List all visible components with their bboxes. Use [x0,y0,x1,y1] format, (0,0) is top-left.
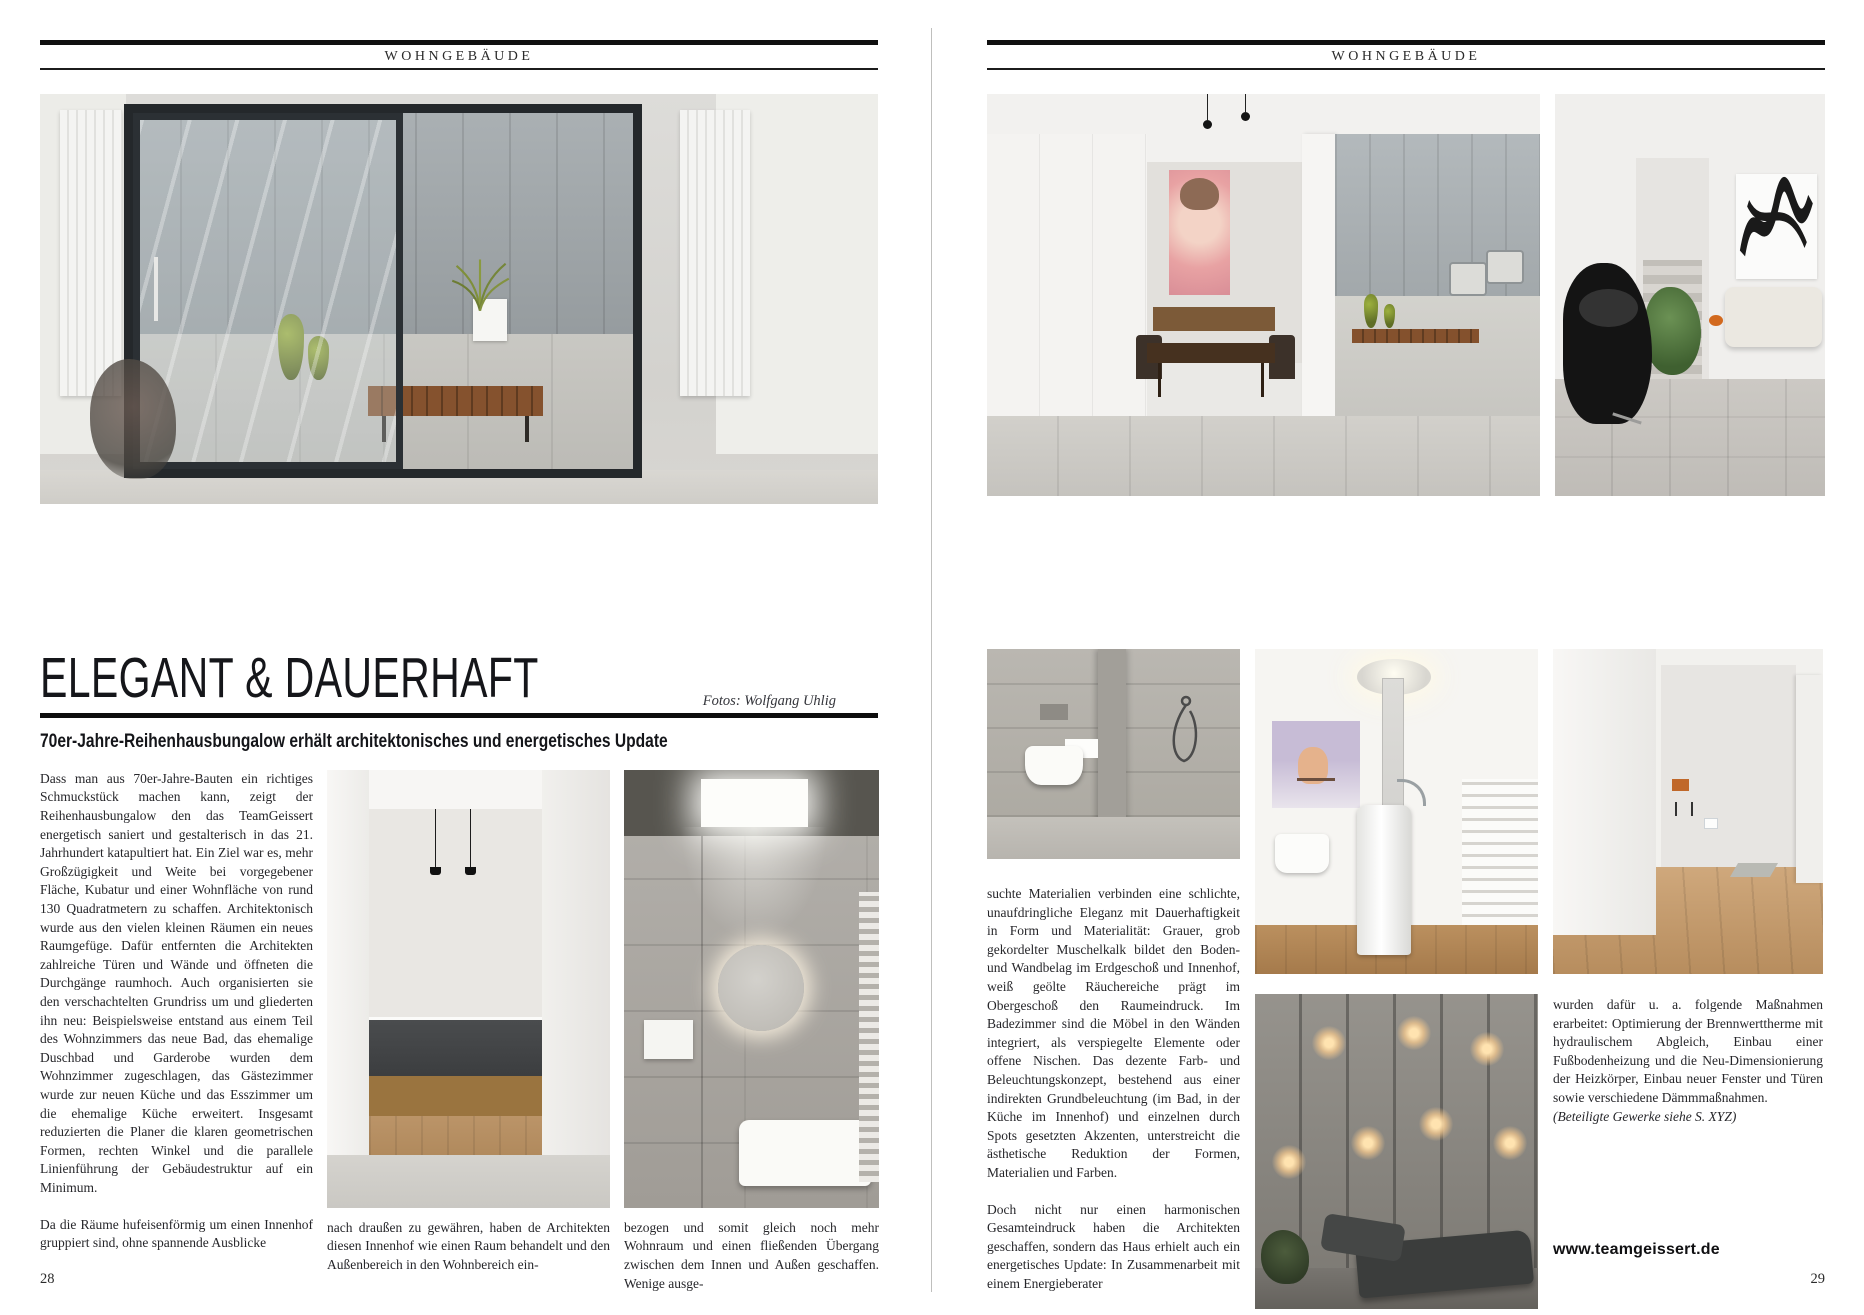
wall-jamb-right [542,770,610,1208]
bench-leg [525,416,529,442]
spotlight [1470,1032,1504,1066]
paragraph: wurden dafür u. a. folgende Maßnahmen erarbeitet: Optimierung der Brennwerttherme mit hydraulischem Abgleich, Einbau einer Fußbodenheizung und die Neu-Dimensionierung der Heizkörper, Einbau neuer Fenster und Türen sowie verschiedene Dämmmaßnahmen. [1553,997,1823,1105]
tile-floor [987,416,1540,496]
bathtub [739,1120,872,1186]
right-column-C [1553,649,1823,1311]
spotlight [1397,1016,1431,1050]
paragraph: Dass man aus 70er-Jahre-Bauten ein richtiges Schmuckstück machen kann, zeigt der Reihenhausbungalow den das TeamGeissert energetisch saniert und gestalterisch in das 21. Jahrhundert katapultiert hat. Ein Ziel war es, mehr Großzügigkeit und Weite bei vorgegebener Fläche, Kubatur und einer Wohnfläche von rund 130 Quadratmetern zu schaffen. Architektonisch wurde aus den vielen kleinen Räumen ein neues Raumgefüge. Dafür entfernten die Architekten zahlreiche Türen und Wände und öffneten die Durchgänge raumhoch. Auch organisierten sie den verschachtelten Grundriss um und gliederten ihn neu: Beispielsweise entstand aus einem Teil des Wohnzimmers das neue Bad, das ehemalige Duschbad und Garderobe wurden dem Wohnzimmer zugeschlagen, das Gästezimmer wurde zur neuen Küche und das Esszimmer um die ehemalige Küche erweitert. Insgesamt reduzierten die Planer die klaren geometrischen Formen, rechten Winkel und die parallele Linienführung der Gebäudestruktur auf ein Minimum. [40,770,313,1195]
top-photo-row [987,94,1825,496]
body-column-3 [624,770,879,1293]
doormat [1730,863,1778,877]
wooden-bench [1352,329,1479,343]
outdoor-armchair [1449,262,1487,296]
kitchen-view [369,809,542,1208]
photo-dining-courtyard [987,94,1540,496]
faucet-icon [1397,779,1426,806]
far-wall [1661,665,1796,867]
ceiling-lamp [1203,120,1212,129]
flush-plate [1040,704,1068,721]
left-page-columns [40,770,878,1293]
running-head: WOHNGEBÄUDE [384,49,534,64]
grass-plant-icon [448,256,512,312]
stone-floor [987,817,1240,859]
body-column-3-text: bezogen und somit gleich noch mehr Wohnraum und einen fließenden Übergang zwischen dem Innen und Außen geschaffen. Wenige ausge- [624,1219,879,1291]
photo-guest-wc [1255,649,1538,974]
spotlight [1272,1145,1306,1179]
body-column-2-text: nach draußen zu gewähren, haben de Architekten diesen Innenhof wie einen Raum behandelt und den Außenbereich in den Wohnbereich ein- [327,1219,610,1273]
photo-courtyard-night [1255,994,1538,1309]
kitchen-wood-front [369,1076,542,1116]
paragraph: suchte Materialien verbinden eine schlichte, unaufdringliche Eleganz mit Dauerhaftigkeit in Form und Materialität: Grauer, grob gekordelter Muschelkalk bildet den Boden- und Wandbelag im Erdgeschoß und Innenhof, weiß geölte Räuchereiche prägt im Obergeschoß den Raumeindruck. Im Badezimmer sind die Möbel in den Wänden integriert, als verspiegelte Elemente oder offene Nischen. Das dezente Farb- und Beleuchtungskonzept, bestehend aus einer indirekten Grundbeleuchtung (im Bad, in der Küche im Innenhof) und einzelnen durch Spots gesetzten Akzenten, unterstreicht die ästhetische Reduktion der Formen, Materialien und Farben. [987,886,1240,1180]
spotlight [1493,1126,1527,1160]
outdoor-armchair [1486,250,1524,284]
photo-stone-bath [987,649,1240,859]
small-chair [1672,779,1689,791]
right-body-column-C [1553,996,1823,1126]
page-number-right: 29 [1810,1271,1825,1287]
courtyard-view [133,113,633,469]
photo-bathroom-mirror [624,770,879,1208]
skylight [701,779,808,827]
shower-hose-icon [1163,695,1205,771]
body-column-1 [40,770,313,1293]
right-column-A [987,649,1240,1311]
right-body-column-A [987,885,1240,1293]
photo-kitchen-opening [327,770,610,1208]
page-number-left: 28 [40,1271,55,1287]
paragraph: Doch nicht nur einen harmonischen Gesamteindruck haben die Architekten geschaffen, sondern das Haus erhielt auch ein energetisches Update: In Zusammenarbeit mit einem Energieberater [987,1201,1240,1291]
sideboard [1153,307,1275,331]
headline-block [40,646,878,718]
figure-artwork [1272,721,1360,809]
sliding-door-frame [124,104,642,478]
header-rule-thin [40,68,878,70]
round-mirror [718,945,804,1031]
abstract-artwork [1736,174,1817,279]
header-rule-thin [987,68,1825,70]
white-pillar [1302,134,1335,423]
page-fold-divider [931,28,932,1292]
wall-hung-toilet [1025,746,1083,786]
chair-legs [1675,802,1693,816]
hero-photo-courtyard [40,94,878,504]
toilet [1275,834,1329,873]
article-subtitle: 70er-Jahre-Reihenhausbungalow erhält architektonisches und energetisches Update [40,731,668,752]
photo-credit: Fotos: Wolfgang Uhlig [702,693,836,709]
article-headline: ELEGANT & DAUERHAFT [40,646,539,710]
dining-table [1147,343,1274,363]
small-picture [1704,818,1718,829]
photo-hallway [1553,649,1823,974]
green-plant [1644,287,1701,375]
radiator-left [60,110,122,396]
wall-sink [644,1020,692,1059]
pedestal-basin [1357,805,1411,955]
kitchen-counter [369,1017,542,1080]
white-sofa [1725,287,1822,347]
right-column-B [1255,649,1538,1311]
pendant-light [435,809,436,867]
wall-jamb-left [327,770,369,1208]
paragraph: Da die Räume hufeisenförmig um einen Innenhof gruppiert sind, ohne spannende Ausblicke [40,1216,313,1251]
page-right [987,40,1825,1311]
middle-grid [987,649,1825,1311]
white-cabinet-wall [987,134,1147,415]
photo-lounge [1555,94,1825,496]
foreground-wall [1553,649,1656,935]
scribble-icon [1736,174,1817,279]
towel-radiator [859,892,879,1181]
radiator-right [680,110,750,396]
portrait-artwork [1169,170,1230,295]
trades-note: (Beteiligte Gewerke siehe S. XYZ) [1553,1108,1737,1124]
courtyard-view [1335,134,1540,423]
orange-pouf [1709,315,1723,326]
page-left [40,40,878,1293]
body-column-2 [327,770,610,1293]
radiator [1796,675,1823,883]
pendant-light [470,809,471,867]
spotlight [1312,1026,1346,1060]
headline-rule [40,713,878,718]
foreground-floor [327,1155,610,1208]
website-link[interactable]: www.teamgeissert.de [1553,1241,1720,1259]
wall-corner [701,836,703,1208]
door-handle [154,257,158,321]
running-head: WOHNGEBÄUDE [1331,49,1481,64]
